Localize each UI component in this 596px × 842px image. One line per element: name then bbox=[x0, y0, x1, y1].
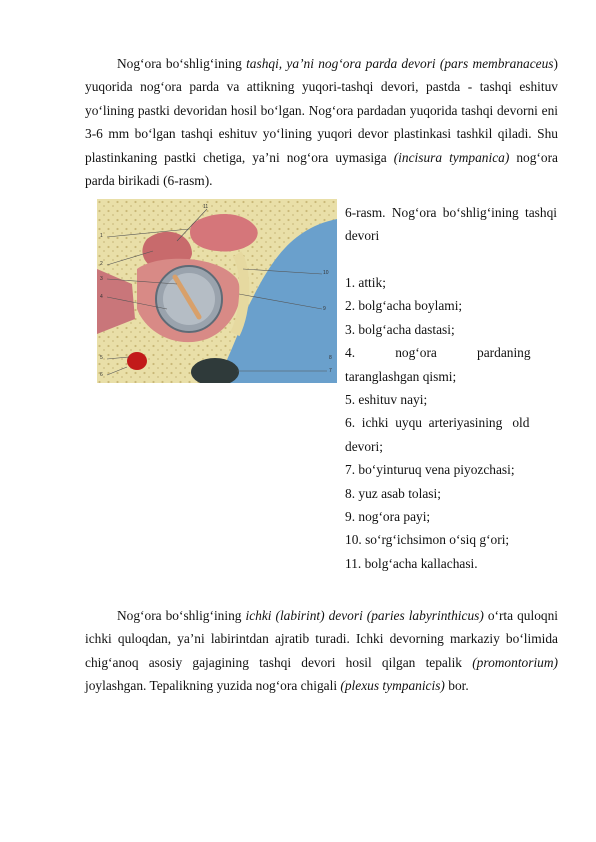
legend-item: 5. eshituv nayi; bbox=[345, 392, 428, 408]
legend-item: 4. nog‘ora pardaning bbox=[345, 345, 531, 361]
latin-term: (plexus tympanicis) bbox=[340, 678, 445, 694]
figure-label: 4 bbox=[100, 294, 103, 300]
figure-label: 7 bbox=[329, 368, 332, 374]
legend-item: 6. ichki uyqu arteriyasining old bbox=[345, 415, 530, 431]
figure-label: 5 bbox=[100, 355, 103, 361]
legend-item: 2. bolg‘acha boylami; bbox=[345, 298, 463, 314]
latin-term: tashqi, ya’ni nog‘ora parda devori (pars membranaceus bbox=[246, 56, 554, 71]
paragraph-text: nog‘ora parda birikadi (6-rasm). bbox=[85, 149, 558, 189]
figure-label: 6 bbox=[100, 372, 103, 378]
figure-legend bbox=[345, 271, 557, 575]
figure-label: 10 bbox=[323, 270, 329, 276]
figure-label: 1 bbox=[100, 233, 103, 239]
figure-label: 11 bbox=[203, 204, 209, 210]
legend-item: 8. yuz asab tolasi; bbox=[345, 485, 441, 501]
latin-term: (incisura tympanica) bbox=[393, 149, 510, 165]
paragraph-text: ) yuqorida nog‘ora parda va attikning yuqori-tashqi devori, pastda - tashqi eshituv yo‘lining pastki devoridan hosil bo‘lgan. Nog‘ora pardadan yuqorida tashqi devorni eni 3-6 mm bo‘lgan tashqi eshituv yo‘lining yuqori devor plastinkasi tashkil qiladi. Shu plastinkaning pastki chetiga, ya’ni nog‘ora uymasiga bbox=[85, 56, 558, 165]
anatomical-figure bbox=[97, 199, 337, 383]
legend-item: 3. bolg‘acha dastasi; bbox=[345, 321, 455, 337]
paragraph-text: Nog‘ora bo‘shlig‘ining bbox=[117, 56, 247, 71]
paragraph-text: Nog‘ora bo‘shlig‘ining bbox=[117, 608, 246, 623]
legend-item: 9. nog‘ora payi; bbox=[345, 509, 431, 525]
paragraph-text: bor. bbox=[444, 678, 469, 694]
legend-item: devori; bbox=[345, 438, 383, 454]
figure-label: 3 bbox=[100, 276, 103, 282]
figure-label: 9 bbox=[323, 306, 326, 312]
legend-item: 11. bolg‘acha kallachasi. bbox=[345, 555, 478, 571]
paragraph-outer-wall bbox=[85, 52, 558, 192]
figure-label: 8 bbox=[329, 355, 332, 361]
latin-term: (promontorium) bbox=[472, 654, 558, 670]
paragraph-inner-wall bbox=[85, 604, 558, 698]
figure-caption-title: 6-rasm. Nog‘ora bo‘shlig‘ining tashqi devori bbox=[345, 205, 557, 244]
paragraph-text: joylashgan. Tepalikning yuzida nog‘ora chigali bbox=[85, 678, 341, 694]
legend-item: taranglashgan qismi; bbox=[345, 368, 457, 384]
legend-item: 7. bo‘yinturuq vena piyozchasi; bbox=[345, 462, 515, 478]
carotid-artery bbox=[127, 352, 147, 370]
paragraph-text: o‘rta quloqni ichki quloqdan, ya’ni labirintdan ajratib turadi. Ichki devorning markaziy bo‘limida chig‘anoq asosiy gajagining tashqi devori hosil qilgan tepalik bbox=[85, 608, 558, 670]
figure-label: 2 bbox=[100, 261, 103, 267]
legend-item: 1. attik; bbox=[345, 275, 386, 290]
legend-item: 10. so‘rg‘ichsimon o‘siq g‘ori; bbox=[345, 532, 510, 548]
figure-illustration bbox=[97, 199, 337, 383]
latin-term: ichki (labirint) devori (paries labyrinthicus) bbox=[245, 608, 484, 623]
